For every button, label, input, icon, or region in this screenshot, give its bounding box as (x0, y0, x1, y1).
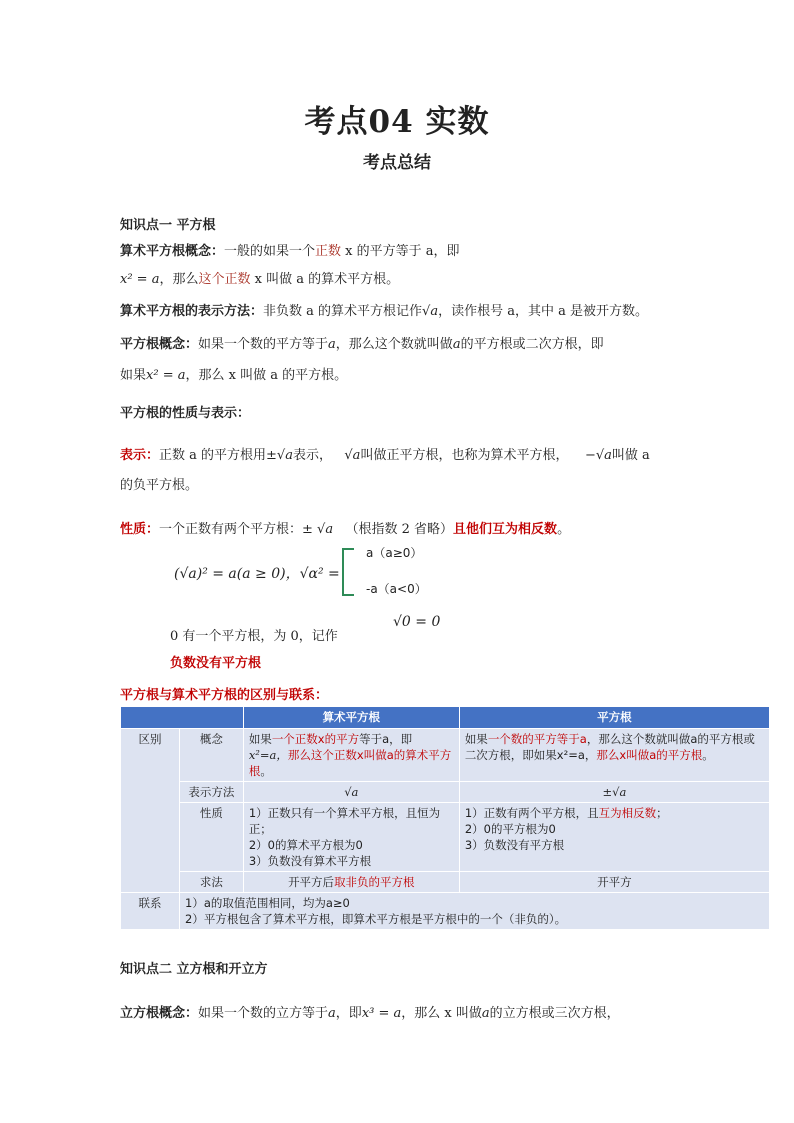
table-header-arith: 算术平方根 (243, 707, 459, 729)
arith-concept-label: 算术平方根概念： (120, 244, 225, 259)
row-label-repr: 表示方法 (180, 782, 244, 803)
formula: x²=a， (248, 748, 288, 762)
highlight-text: 取非负的平方根 (334, 875, 415, 889)
text: ，那么 (159, 272, 199, 287)
var-a: a (481, 1006, 490, 1021)
table-row (121, 729, 770, 782)
cell-sqrt-concept (459, 729, 769, 782)
negative-no-sqrt: 负数没有平方根 (170, 656, 262, 671)
row-group-diff: 区别 (121, 729, 180, 893)
nature-label: 性质： (120, 522, 160, 537)
cell-arith-nature (243, 803, 459, 872)
page-title: 考点04 实数 (304, 104, 490, 140)
highlight-text: 一个正数x的平方 (271, 732, 360, 746)
highlight-text: 且他们互为相反数 (453, 522, 558, 537)
text: 1）正数只有一个算术平方根，且恒为正； (248, 806, 441, 836)
page-subtitle: 考点总结 (363, 153, 431, 173)
table-row (121, 872, 770, 893)
text: 的立方根或三次方根， (489, 1006, 620, 1021)
text: 1）正数有两个平方根，且 (464, 806, 599, 820)
sqrt-concept-line2 (120, 364, 347, 383)
arith-concept-line1 (120, 240, 460, 259)
table-row (121, 893, 770, 930)
formula: x³ = a (361, 1006, 402, 1021)
var-a: a (328, 337, 336, 352)
text: 。 (702, 748, 714, 762)
cell-sqrt-repr: ±√a (459, 782, 769, 803)
text: 开平方后 (288, 875, 335, 889)
text: x 叫做 a 的算术平方根。 (250, 272, 400, 287)
text: 2）平方根包含了算术平方根，即算术平方根是平方根中的一个（非负的）。 (185, 912, 567, 926)
text: 如果 (248, 732, 272, 746)
text: （根指数 2 省略） (345, 522, 454, 537)
highlight-text: 那么这个正数x叫做a的算术平方根 (248, 748, 452, 778)
plus-minus-sqrt: ± √a (302, 522, 334, 537)
text: 如果 (464, 732, 488, 746)
highlight-text: 互为相反数 (598, 806, 657, 820)
text: 叫做 a (611, 448, 650, 463)
highlight-text: 那么x叫做a的平方根 (596, 748, 703, 762)
case-negative: -a（a<0） (366, 582, 427, 596)
text: 1）a的取值范围相同，均为a≥0 (185, 896, 350, 910)
text: x 的平方等于 a，即 (341, 244, 460, 259)
sqrt-symbol: √a (422, 304, 439, 319)
cell-sqrt-nature (459, 803, 769, 872)
text: 2）0的算术平方根为0 (248, 838, 363, 852)
text: 一个正数有两个平方根： (159, 522, 303, 537)
text: ； (656, 806, 668, 820)
text: 。 (557, 522, 571, 537)
cube-concept-line (120, 1002, 620, 1021)
zero-sqrt-text: 0 有一个平方根，为 0，记作 (170, 629, 338, 644)
zero-sqrt-formula: √0 = 0 (393, 614, 441, 630)
text: 3）负数没有平方根 (464, 838, 565, 852)
text: 等于a，即 (359, 732, 413, 746)
formula: x² = a (146, 368, 186, 383)
sqrt-concept-label: 平方根概念： (120, 337, 199, 352)
text: ，那么 x 叫做 a 的平方根。 (185, 368, 348, 383)
text: ，那么这个数就叫做 (335, 337, 453, 352)
highlight-text: 这个正数 (198, 272, 251, 287)
text: 叫做正平方根，也称为算术平方根， (360, 448, 569, 463)
text: 表示， (292, 448, 332, 463)
comparison-table (120, 706, 770, 930)
arith-repr-label: 算术平方根的表示方法： (120, 304, 264, 319)
sqrt-formula: (√a)² = a(a ≥ 0)，√α² = (174, 566, 340, 582)
arith-repr-line (120, 300, 648, 319)
row-label-nature: 性质 (180, 803, 244, 872)
cell-arith-concept (243, 729, 459, 782)
var-a: a (452, 337, 461, 352)
text: ，那么这个数就叫做a的平方根或二次方根，即如果x²=a， (464, 732, 755, 762)
table-header-blank (121, 707, 244, 729)
repr-label: 表示： (120, 448, 160, 463)
text: ，那么 x 叫做 (401, 1006, 482, 1021)
cell-link (180, 893, 770, 930)
highlight-text: 一个数的平方等于a (487, 732, 587, 746)
case-positive: a（a≥0） (366, 546, 423, 560)
cell-sqrt-method: 开平方 (459, 872, 769, 893)
text: 一般的如果一个 (224, 244, 316, 259)
text: 的平方根或二次方根，即 (460, 337, 604, 352)
table-row (121, 803, 770, 872)
sqrt-symbol: √a (344, 448, 361, 463)
plus-minus-sqrt: ±√a (266, 448, 293, 463)
arith-concept-line2 (120, 268, 399, 287)
text: 2）0的平方根为0 (464, 822, 556, 836)
sqrt-concept-line1 (120, 333, 604, 352)
row-label-concept: 概念 (180, 729, 244, 782)
text: 正数 a 的平方根用 (159, 448, 267, 463)
repr-line1 (120, 444, 650, 463)
section-heading-kp1: 知识点一 平方根 (120, 218, 216, 233)
table-row (121, 782, 770, 803)
text: 非负数 a 的算术平方根记作 (263, 304, 423, 319)
cell-arith-method (243, 872, 459, 893)
text: 如果一个数的立方等于 (198, 1006, 329, 1021)
case-brace (342, 548, 354, 596)
cell-arith-repr: √a (243, 782, 459, 803)
text: ，读作根号 a，其中 a 是被开方数。 (438, 304, 648, 319)
row-label-method: 求法 (180, 872, 244, 893)
section-heading-diff: 平方根与算术平方根的区别与联系： (120, 688, 329, 703)
repr-line2: 的负平方根。 (120, 478, 199, 493)
section-heading-kp2: 知识点二 立方根和开立方 (120, 962, 268, 977)
minus-sqrt: −√a (584, 448, 612, 463)
text: 如果 (120, 368, 147, 383)
row-group-link: 联系 (121, 893, 180, 930)
text: 3）负数没有算术平方根 (248, 854, 372, 868)
section-heading-props: 平方根的性质与表示： (120, 406, 251, 421)
formula: x² = a (120, 272, 160, 287)
nature-line (120, 518, 570, 537)
text: 。 (260, 764, 272, 778)
text: ，即 (335, 1006, 362, 1021)
highlight-text: 正数 (315, 244, 342, 259)
text: 如果一个数的平方等于 (198, 337, 329, 352)
cube-concept-label: 立方根概念： (120, 1006, 199, 1021)
table-header-sqrt: 平方根 (459, 707, 769, 729)
var-a: a (328, 1006, 336, 1021)
